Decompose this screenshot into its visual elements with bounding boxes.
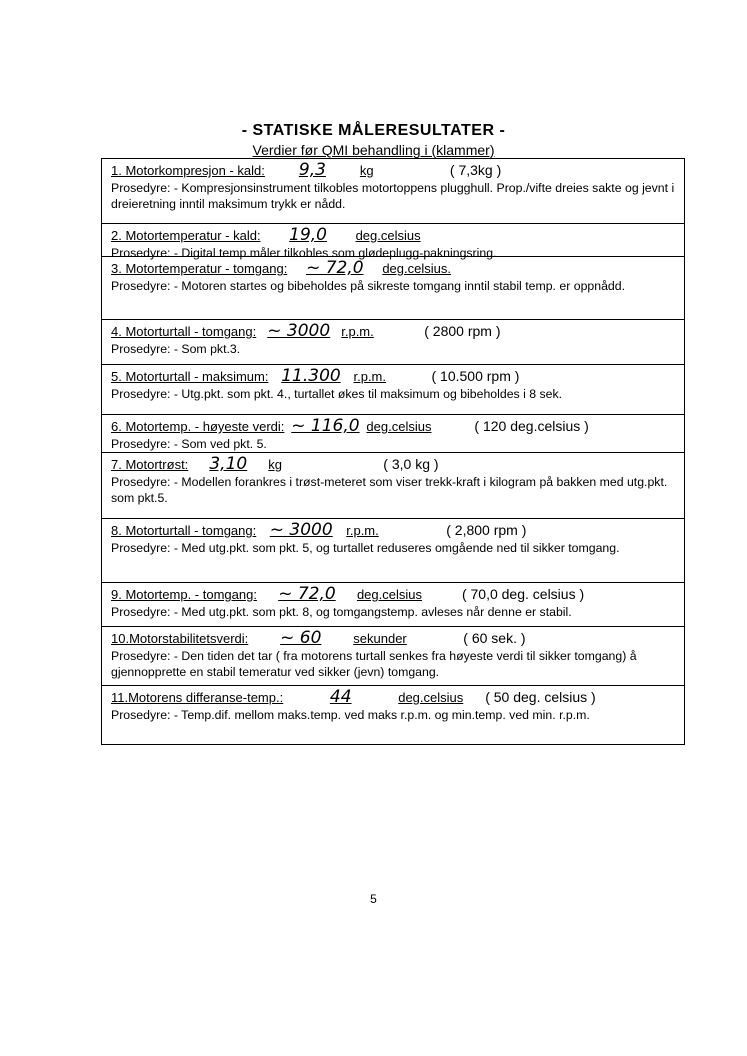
- measurement-row: [102, 159, 684, 223]
- row-header: [111, 226, 678, 245]
- row-header: [111, 585, 678, 604]
- row-label: 11.Motorens differanse-temp.:: [111, 690, 284, 705]
- reference-value: ( 120 deg.celsius ): [474, 418, 589, 434]
- measured-value: 11.300: [281, 366, 341, 386]
- unit-label: deg.celsius: [355, 228, 421, 243]
- row-header: [111, 521, 678, 540]
- row-header: [111, 455, 678, 474]
- unit-label: r.p.m.: [353, 369, 386, 384]
- row-label: 1. Motorkompresjon - kald:: [111, 163, 265, 178]
- row-header: [111, 629, 678, 648]
- measured-value: ~ 3000: [269, 520, 333, 540]
- reference-value: ( 70,0 deg. celsius ): [461, 586, 585, 602]
- row-label: 2. Motortemperatur - kald:: [111, 228, 261, 243]
- unit-label: kg: [359, 163, 374, 178]
- reference-value: ( 2,800 rpm ): [446, 522, 527, 538]
- measured-value: 9,3: [298, 160, 326, 180]
- measured-value: 3,10: [209, 454, 248, 474]
- measurement-row: [102, 582, 684, 626]
- unit-label: deg.celsius: [398, 690, 464, 705]
- measurement-row: [102, 452, 684, 518]
- procedure-text: Prosedyre: - Temp.dif. mellom maks.temp. ved maks r.p.m. og min.temp. ved min. r.p.m.: [111, 708, 590, 722]
- row-header: [111, 259, 678, 278]
- reference-value: ( 3,0 kg ): [383, 456, 439, 472]
- procedure-text: Prosedyre: - Utg.pkt. som pkt. 4., turtallet økes til maksimum og bibeholdes i 8 sek.: [111, 387, 563, 401]
- procedure-text: Prosedyre: - Digital temp.måler tilkobles som glødeplugg-pakningsring.: [111, 246, 497, 260]
- procedure-text: Prosedyre: - Kompresjonsinstrument tilkobles motortoppens plugghull. Prop./vifte dreies sakte og jevnt i dreieretning inntil maksimum trykk er nådd.: [111, 181, 675, 211]
- measured-value: 19,0: [289, 225, 327, 245]
- measurement-row: [102, 364, 684, 414]
- measurement-row: [102, 518, 684, 582]
- unit-label: kg: [268, 457, 283, 472]
- procedure-text: Prosedyre: - Med utg.pkt. som pkt. 8, og tomgangstemp. avleses når denne er stabil.: [111, 605, 572, 619]
- row-header: [111, 417, 678, 436]
- row-header: [111, 367, 678, 386]
- measurement-row: [102, 685, 684, 744]
- row-label: 3. Motortemperatur - tomgang:: [111, 261, 288, 276]
- row-label: 7. Motortrøst:: [111, 457, 189, 472]
- measured-value: ~ 60: [280, 628, 322, 648]
- unit-label: deg.celsius: [356, 587, 422, 602]
- document-subtitle: [0, 142, 747, 158]
- row-header: [111, 322, 678, 341]
- reference-value: ( 7,3kg ): [449, 162, 502, 178]
- measured-value: 44: [329, 687, 352, 707]
- measurement-row: [102, 414, 684, 452]
- row-label: 9. Motortemp. - tomgang:: [111, 587, 257, 602]
- row-header: [111, 688, 678, 707]
- procedure-text: Prosedyre: - Som ved pkt. 5.: [111, 437, 267, 451]
- measured-value: ~ 116,0: [291, 416, 360, 436]
- procedure-text: Prosedyre: - Som pkt.3.: [111, 342, 241, 356]
- procedure-text: Prosedyre: - Modellen forankres i trøst-meteret som viser trekk-kraft i kilogram på bakken med utg.pkt. som pkt.5.: [111, 475, 668, 505]
- measurement-row: [102, 223, 684, 260]
- measured-value: ~ 72,0: [306, 258, 364, 278]
- procedure-text: Prosedyre: - Den tiden det tar ( fra motorens turtall senkes fra høyeste verdi til sikker tomgang) å gjennopprette en stabil temeratur ved sikker (jevn) tomgang.: [111, 649, 637, 679]
- measured-value: ~ 3000: [267, 321, 331, 341]
- reference-value: ( 50 deg. celsius ): [485, 689, 596, 705]
- procedure-text: Prosedyre: - Motoren startes og bibeholdes på sikreste tomgang inntil stabil temp. er oppnådd.: [111, 279, 626, 293]
- unit-label: deg.celsius: [366, 419, 432, 434]
- measurement-table: [101, 158, 685, 745]
- unit-label: sekunder: [353, 631, 407, 646]
- reference-value: ( 60 sek. ): [463, 630, 526, 646]
- row-label: 10.Motorstabilitetsverdi:: [111, 631, 249, 646]
- measurement-row: [102, 256, 684, 319]
- row-label: 6. Motortemp. - høyeste verdi:: [111, 419, 285, 434]
- reference-value: ( 10.500 rpm ): [431, 368, 520, 384]
- measurement-row: [102, 319, 684, 364]
- row-label: 8. Motorturtall - tomgang:: [111, 523, 257, 538]
- measurement-row: [102, 626, 684, 685]
- row-header: [111, 161, 678, 180]
- measured-value: ~ 72,0: [278, 584, 336, 604]
- row-label: 4. Motorturtall - tomgang:: [111, 324, 257, 339]
- page-number: 5: [370, 892, 377, 906]
- procedure-text: Prosedyre: - Med utg.pkt. som pkt. 5, og turtallet reduseres omgående ned til sikker tomgang.: [111, 541, 620, 555]
- subtitle-text: Verdier før QMI behandling i (klammer): [252, 142, 495, 158]
- unit-label: deg.celsius.: [382, 261, 451, 276]
- document-title: - STATISKE MÅLERESULTATER -: [241, 122, 506, 139]
- row-label: 5. Motorturtall - maksimum:: [111, 369, 269, 384]
- unit-label: r.p.m.: [346, 523, 379, 538]
- unit-label: r.p.m.: [341, 324, 374, 339]
- reference-value: ( 2800 rpm ): [424, 323, 501, 339]
